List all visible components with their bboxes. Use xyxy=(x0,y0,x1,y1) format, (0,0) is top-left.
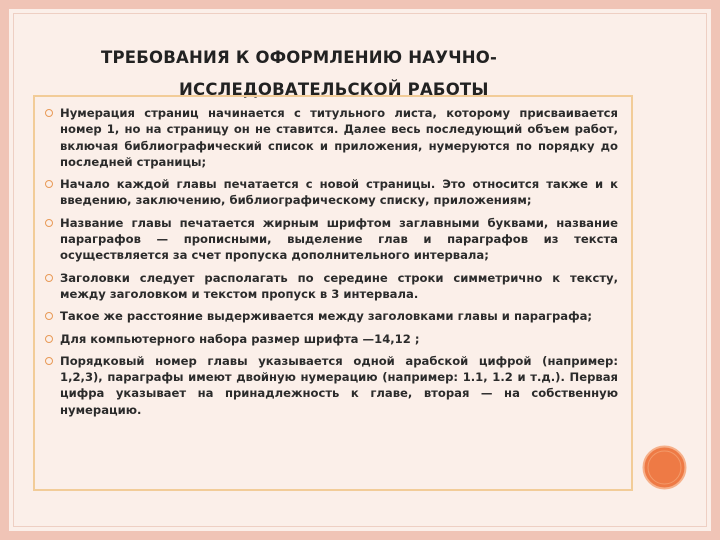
list-item xyxy=(60,215,618,264)
slide-title-line1: ТРЕБОВАНИЯ К ОФОРМЛЕНИЮ НАУЧНО- xyxy=(101,48,498,67)
list-item xyxy=(60,105,618,170)
hollow-circle-bullet-icon xyxy=(45,274,53,282)
list-item-text: Нумерация страниц начинается с титульного листа, которому присваивается номер 1, но на страницу он не ставится. Далее весь последующий объем работ, включая библиографический список и приложения, нумеруются по порядку до последней страницы; xyxy=(60,106,618,169)
slide-title-line2: ИССЛЕДОВАТЕЛЬСКОЙ РАБОТЫ xyxy=(179,80,489,99)
list-item-text: Название главы печатается жирным шрифтом заглавными буквами, название параграфов — прописными, выделение глав и параграфов из текста осуществляется за счет пропуска дополнительного интервала; xyxy=(60,215,618,263)
list-item-text: Порядковый номер главы указывается одной арабской цифрой (например: 1,2,3), параграфы имеют двойную нумерацию (например: 1.1, 1.2 и т.д.). Первая цифра указывает на принадлежность к главе, вторая — на собственную нумерацию. xyxy=(60,353,618,417)
hollow-circle-bullet-icon xyxy=(45,357,53,365)
hollow-circle-bullet-icon xyxy=(45,219,53,227)
requirements-list xyxy=(60,105,618,424)
orange-circle-icon xyxy=(642,445,687,490)
list-item-text: Такое же расстояние выдерживается между заголовками главы и параграфа; xyxy=(60,309,593,324)
list-item-text: Заголовки следует располагать по середине строки симметрично к тексту, между заголовком и текстом пропуск в 3 интервала. xyxy=(60,270,618,301)
list-item xyxy=(60,270,618,303)
hollow-circle-bullet-icon xyxy=(45,335,53,343)
hollow-circle-bullet-icon xyxy=(45,109,53,117)
list-item xyxy=(60,308,618,324)
list-item xyxy=(60,353,618,418)
list-item-text: Для компьютерного набора размер шрифта —14,12 ; xyxy=(60,331,420,346)
list-item xyxy=(60,176,618,209)
list-item xyxy=(60,331,618,347)
list-item-text: Начало каждой главы печатается с новой страницы. Это относится также и к введению, заключению, библиографическому списку, приложениям; xyxy=(60,177,618,208)
